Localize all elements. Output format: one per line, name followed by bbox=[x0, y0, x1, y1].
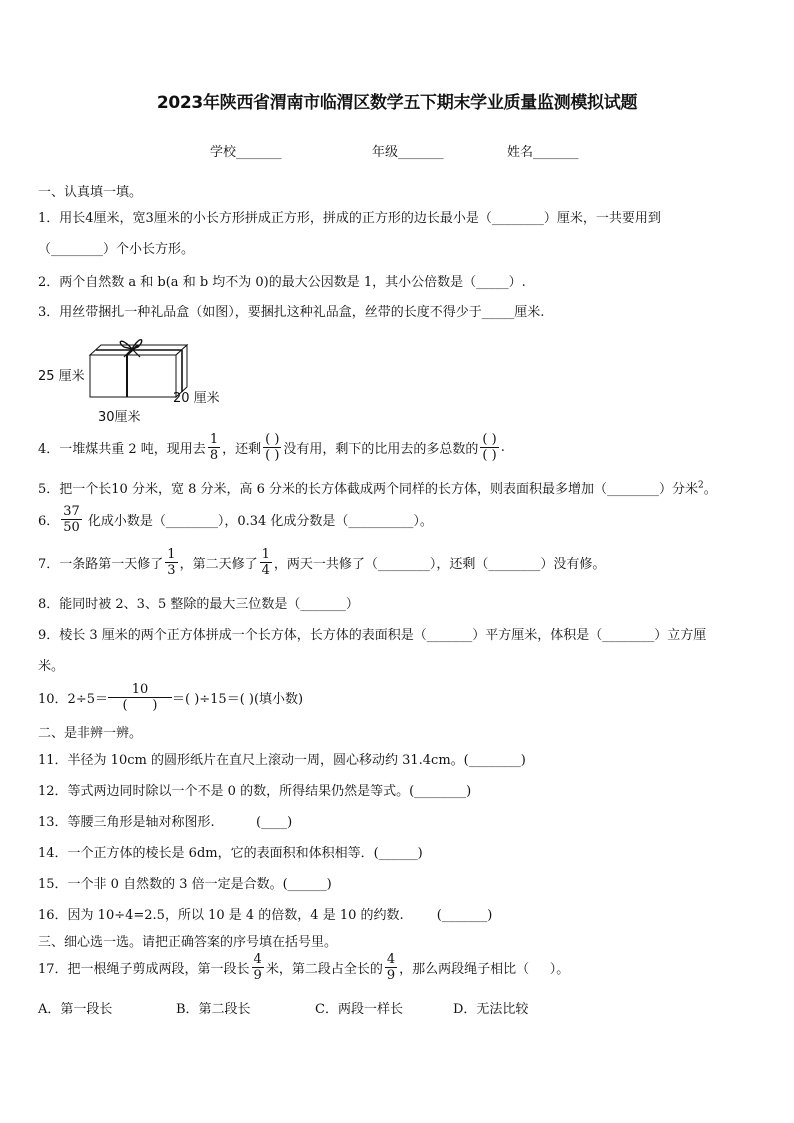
fraction-numerator: 4 bbox=[386, 952, 396, 967]
q10-text-2: ＝( )÷15＝( )(填小数) bbox=[171, 692, 304, 707]
fraction-blank-difference bbox=[480, 432, 498, 463]
q17-text-2: 米，第二段占全长的 bbox=[265, 962, 383, 977]
question-16: 16．因为 10÷4=2.5，所以 10 是 4 的倍数，4 是 10 的约数. (_______) bbox=[38, 908, 493, 923]
question-1-line-2: （________）个小长方形。 bbox=[38, 242, 195, 257]
question-7 bbox=[38, 547, 605, 578]
question-15: 15．一个非 0 自然数的 3 倍一定是合数。(______) bbox=[38, 877, 332, 892]
fraction-blank-remaining bbox=[263, 432, 281, 463]
fraction-numerator: 10 bbox=[131, 682, 149, 697]
fraction-denominator: 9 bbox=[386, 968, 396, 983]
q5-superscript: 2 bbox=[698, 480, 704, 491]
fraction-10-over-blank bbox=[110, 682, 170, 713]
gift-box-figure bbox=[36, 333, 236, 425]
question-11: 11．半径为 10cm 的圆形纸片在直尺上滚动一周，圆心移动约 31.4cm。(________) bbox=[38, 753, 526, 768]
fraction-denominator: ( ) bbox=[482, 448, 497, 463]
q7-text-2: ，第二天修了 bbox=[179, 557, 258, 572]
q5-text: 5．把一个长10 分米，宽 8 分米，高 6 分米的长方体截成两个同样的长方体，则表面积最多增加（________）分米 bbox=[38, 482, 699, 497]
q17-text-1: 17．把一根绳子剪成两段，第一段长 bbox=[38, 962, 250, 977]
question-3: 3．用丝带捆扎一种礼品盒（如图），要捆扎这种礼品盒，丝带的长度不得少于_____厘米. bbox=[38, 305, 545, 320]
q5-end: 。 bbox=[703, 482, 717, 497]
fraction-denominator: ( ) bbox=[108, 697, 172, 713]
school-field: 学校_______ bbox=[210, 145, 282, 160]
section-2-heading: 二、是非辨一辨。 bbox=[38, 726, 143, 741]
section-1-heading: 一、认真填一填。 bbox=[38, 185, 143, 200]
fraction-denominator: 50 bbox=[63, 520, 80, 535]
grade-field: 年级_______ bbox=[372, 145, 444, 160]
question-1-line-1: 1．用长4厘米，宽3厘米的小长方形拼成正方形，拼成的正方形的边长最小是（________）厘米，一共要用到 bbox=[38, 211, 661, 226]
option-a: A．第一段长 bbox=[38, 1002, 113, 1017]
fraction-numerator: 4 bbox=[253, 952, 262, 967]
option-b: B．第二段长 bbox=[176, 1002, 251, 1017]
fraction-denominator: 3 bbox=[167, 563, 176, 578]
question-10 bbox=[38, 682, 303, 713]
box-width-label: 20 厘米 bbox=[173, 391, 220, 406]
q7-text-3: ，两天一共修了（________），还剩（________）没有修。 bbox=[273, 557, 606, 572]
q7-text-1: 7．一条路第一天修了 bbox=[38, 557, 164, 572]
option-c: C．两段一样长 bbox=[315, 1002, 403, 1017]
question-9-line-2: 米。 bbox=[38, 659, 65, 674]
fraction-numerator: 37 bbox=[63, 504, 80, 519]
question-12: 12．等式两边同时除以一个不是 0 的数，所得结果仍然是等式。(________) bbox=[38, 784, 472, 799]
q17-text-3: ，那么两段绳子相比（ ）。 bbox=[399, 962, 570, 977]
fraction-four-ninths-meter bbox=[252, 952, 264, 983]
fraction-numerator: ( ) bbox=[482, 432, 497, 447]
q10-text-1: 10．2÷5＝ bbox=[38, 692, 108, 707]
q6-number: 6． bbox=[38, 514, 60, 529]
q4-text-1: 4．一堆煤共重 2 吨，现用去 bbox=[38, 442, 206, 457]
fraction-numerator: 1 bbox=[261, 547, 270, 562]
fraction-denominator: ( ) bbox=[265, 448, 280, 463]
fraction-four-ninths bbox=[385, 952, 397, 983]
fraction-one-eighth bbox=[208, 432, 220, 463]
fraction-one-third bbox=[165, 547, 177, 578]
option-d: D．无法比较 bbox=[453, 1002, 529, 1017]
fraction-37-50 bbox=[61, 504, 82, 535]
fraction-denominator: 9 bbox=[253, 968, 262, 983]
fraction-one-fourth bbox=[260, 547, 272, 578]
q4-text-3: 没有用，剩下的比用去的多总数的 bbox=[283, 442, 479, 457]
question-6 bbox=[38, 504, 433, 535]
box-length-label: 30厘米 bbox=[98, 410, 141, 425]
question-8: 8．能同时被 2、3、5 整除的最大三位数是（_______） bbox=[38, 597, 359, 612]
question-17 bbox=[38, 952, 569, 983]
fraction-numerator: ( ) bbox=[265, 432, 280, 447]
q4-text-2: ，还剩 bbox=[222, 442, 262, 457]
question-13: 13．等腰三角形是轴对称图形. (____) bbox=[38, 815, 293, 830]
question-9-line-1: 9．棱长 3 厘米的两个正方体拼成一个长方体，长方体的表面积是（_______）平方厘米，体积是（________）立方厘 bbox=[38, 628, 707, 643]
fraction-numerator: 1 bbox=[209, 432, 219, 447]
fraction-denominator: 4 bbox=[261, 563, 270, 578]
section-3-heading: 三、细心选一选。请把正确答案的序号填在括号里。 bbox=[38, 935, 338, 950]
fraction-numerator: 1 bbox=[167, 547, 176, 562]
question-2: 2．两个自然数 a 和 b(a 和 b 均不为 0)的最大公因数是 1，其小公倍数是（_____）. bbox=[38, 275, 526, 290]
question-4 bbox=[38, 432, 505, 463]
name-field: 姓名_______ bbox=[507, 145, 579, 160]
page-title: 2023年陕西省渭南市临渭区数学五下期末学业质量监测模拟试题 bbox=[156, 93, 638, 113]
q4-text-4: . bbox=[500, 440, 505, 455]
box-height-label: 25 厘米 bbox=[38, 369, 85, 384]
question-5 bbox=[38, 478, 717, 497]
fraction-denominator: 8 bbox=[209, 448, 219, 463]
q6-text: 化成小数是（________），0.34 化成分数是（__________）。 bbox=[87, 514, 433, 529]
question-14: 14．一个正方体的棱长是 6dm，它的表面积和体积相等．(______) bbox=[38, 846, 423, 861]
